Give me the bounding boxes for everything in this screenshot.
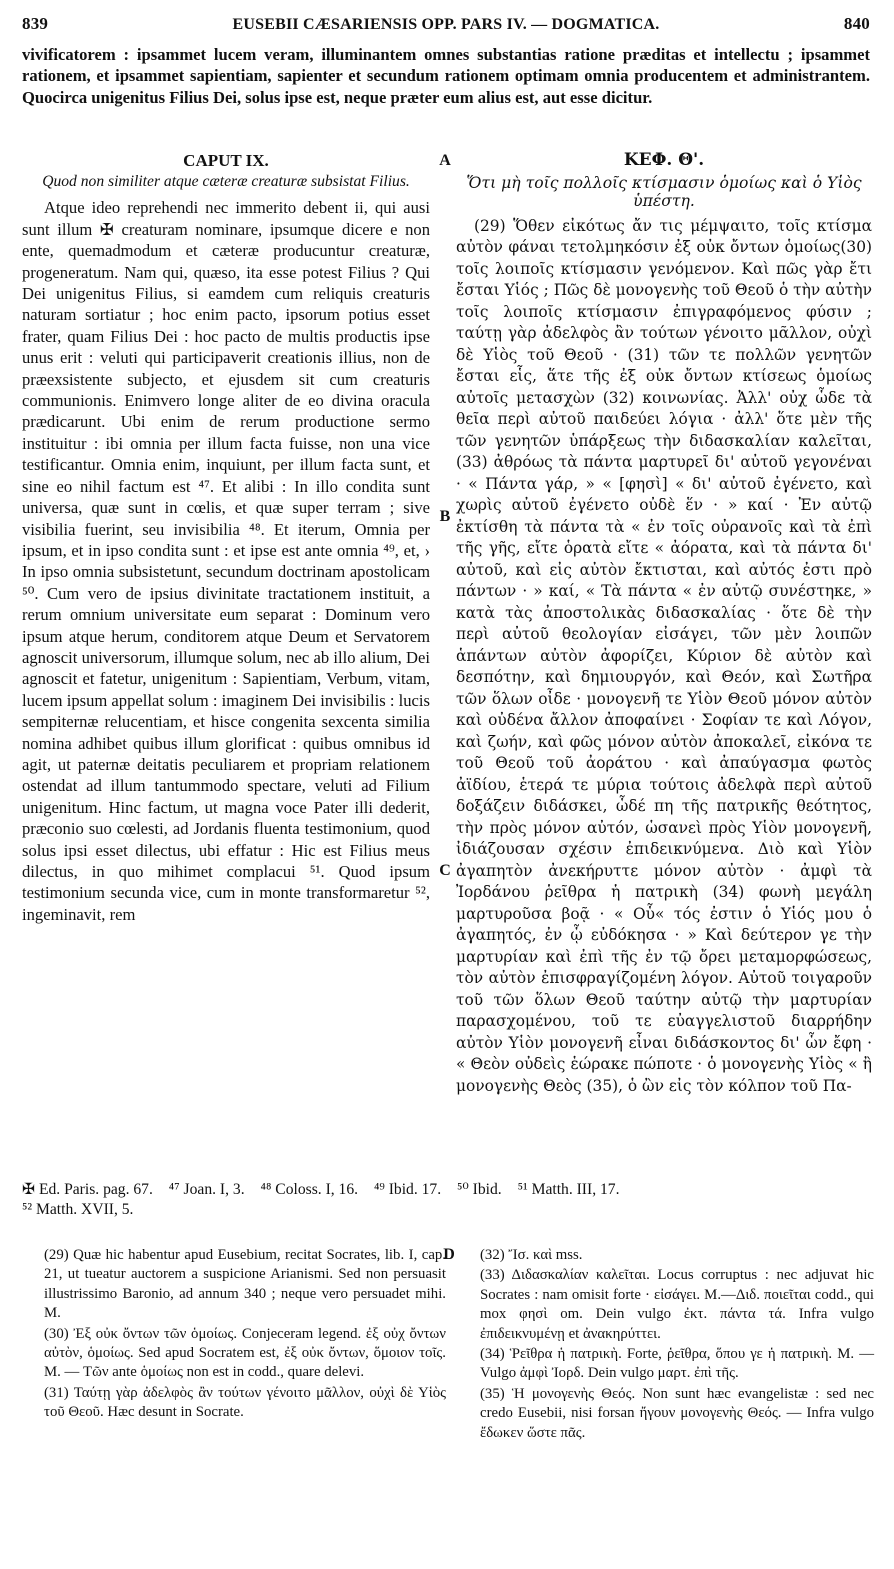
footnote-item: ⁵¹ Matth. III, 17. bbox=[517, 1181, 620, 1198]
footnote-item: ⁴⁹ Ibid. 17. bbox=[373, 1181, 442, 1198]
note-item: (34) Ῥεῖθρα ἡ πατρικὴ. Forte, ῥεῖθρα, ὅπου γε ἡ πατρικὴ. M. — Vulgo ἀμφὶ Ἰορδ. Dein vulgo μαρτ. ἐπὶ τῆς. bbox=[480, 1346, 874, 1382]
scripture-footnotes bbox=[22, 1180, 870, 1220]
critical-notes-left bbox=[44, 1246, 446, 1424]
note-item: (32) Ἴσ. καὶ mss. bbox=[480, 1247, 583, 1263]
footnote-item: ✠ Ed. Paris. pag. 67. bbox=[22, 1181, 153, 1198]
margin-marker-c: C bbox=[439, 862, 451, 879]
note-item: (33) Διδασκαλίαν καλεῖται. Locus corruptus : nec adjuvat hic Socrates : nam omisit forte · εἰσάγει. M.—Διδ. ποιεῖται codd., qui mox φησὶ om. Dein vulgo ἐκτ. πάντα τά. Infra vulgo ἐπιδεικνυμένῃ et ἀνακηρύττει. bbox=[480, 1267, 874, 1342]
greek-chapter-heading: ΚΕΦ. Θ'. bbox=[623, 150, 705, 170]
note-item: (30) Ἐξ οὐκ ὄντων τῶν ὁμοίως. Conjeceram legend. ἐξ οὐχ ὄντων αὐτὸν, ὁμοίως. Sed apud Socratem est, ἐξ οὐκ ὄντων, ὅμοιον τοῖς. M. — Τῶν ante ὁμοίως non est in codd., quare delevi. bbox=[44, 1325, 446, 1381]
margin-marker-a: A bbox=[439, 152, 451, 169]
running-head bbox=[22, 14, 870, 40]
intro-paragraph: vivificatorem : ipsammet lucem veram, illuminantem omnes substantias ratione præditas et intellectu ; ipsammet rationem, et ipsammet sapientiam, sapienter et secundum rationem optimam omnia producentem et administrantem. Quocirca unigenitus Filius Dei, solus ipse est, neque præter eum alius est, aut esse dicitur. bbox=[22, 45, 870, 107]
footnote-item: ⁵² Matth. XVII, 5. bbox=[22, 1201, 134, 1218]
margin-marker-b: B bbox=[439, 508, 451, 525]
running-title: EUSEBII CÆSARIENSIS OPP. PARS IV. — DOGMATICA. bbox=[232, 16, 660, 33]
latin-body-text: Atque ideo reprehendi nec immerito debent ii, qui ausi sunt illum ✠ creaturam nominare, ipsumque dicere e non ente, quemadmodum et cæteræ producuntur creaturæ, progeneratum. Nam qui, quæso, ita esse potest Filius ? Qui Dei unigenitus Filius, si eamdem cum reliquis creaturis naturam sortiatur ; hoc enim pacto, ipsorum potius esset frater, quam Filius Dei : hoc pacto de multis productis ipse unus erit : veluti qui participaverit creationis illius, non de præexsistente subjecto, et ejusdem sit cum creaturis communionis. Enimvero longe aliter de eo divina oracula prædicarunt. Ubi enim de rerum productione sermo instituitur : ibi omnia per illum facta fuisse, non una vice testificantur. Omnia enim, inquiunt, per illum facta sunt, et sine eo nihil factum est ⁴⁷. Et alibi : In illo condita sunt universa, quæ sunt in cœlis, et quæ super terram ; sive visibilia fuerint, seu invisibilia ⁴⁸. Et iterum, Omnia per ipsum, et in ipso condita sunt : et ipse est ante omnia ⁴⁹, et, › In ipso omnia subsistetunt, secundum doctrinam apostolicam ⁵⁰. Cum vero de ipsius divinitate tractationem instituit, a rerum omnium universitate eum separat : Dominum vero ipsum atque herum, conditorem atque Deum et Servatorem agnoscit universorum, illumque solum, nec ab illo alium, Dei agnoscit et fatetur, unigenitum : Sapientiam, Verbum, vitam, lucem ipsum appellat solum : imaginem Dei invisibilis : lucis sempiternæ relucentiam, et hisce congenita sexcenta similia nomina adhibet quibus illum glorificat : quibus omnibus id agit, ut paternæ deitatis peculiarem et propriam relationem ostendat ad illum tantummodo spectare, veluti ad Filium unigenitum. Hinc factum, ut magna voce Pater illi dederit, præconio suo cœlesti, ad Jordanis fluenta testimonium, quod solus ipsi esset dilectus, ubi effatur : Hic est Filius meus dilectus, in quo mihimet complacui ⁵¹. Quod ipsum testimonium secunda vice, cum in monte transformaretur ⁵², ingeminavit, rem bbox=[22, 198, 430, 924]
footnote-item: ⁵⁰ Ibid. bbox=[457, 1181, 502, 1198]
note-item: (31) Ταύτῃ γὰρ ἀδελφὸς ἂν τούτων γένοιτο μᾶλλον, οὐχὶ δὲ Υἱὸς τοῦ Θεοῦ. Hæc desunt in Socrate. bbox=[44, 1384, 446, 1421]
margin-marker-d: D bbox=[443, 1246, 455, 1263]
note-item: (29) Quæ hic habentur apud Eusebium, recitat Socrates, lib. I, cap. 21, ut tueatur auctorem a suspicione Arianismi. Sed non persuasit illustrissimo Baronio, ad annum 340 ; neque vero persuadet mihi. M. bbox=[44, 1247, 446, 1322]
page-number-left: 839 bbox=[22, 14, 49, 33]
critical-notes-right bbox=[480, 1246, 874, 1444]
footnote-item: ⁴⁷ Joan. I, 3. bbox=[168, 1181, 245, 1198]
latin-chapter-heading: CAPUT IX. bbox=[183, 151, 269, 170]
latin-column bbox=[22, 150, 430, 925]
footnote-item: ⁴⁸ Coloss. I, 16. bbox=[260, 1181, 359, 1198]
note-item: (35) Ἡ μονογενὴς Θεός. Non sunt hæc evangelistæ : sed nec credo Eusebii, nisi forsan ἤγουν μονογενὴς Θεός. — Infra vulgo ἔδωκεν ὥστε πᾶς. bbox=[480, 1385, 874, 1441]
page-number-right: 840 bbox=[843, 14, 870, 33]
greek-body-text: (29) Ὅθεν εἰκότως ἄν τις μέμψαιτο, τοῖς κτίσμα αὐτὸν φάναι τετολμηκόσιν ἐξ οὐκ ὄντων ὁμοίως(30) τοῖς λοιποῖς κτίσμασιν γενόμενον. Καὶ πῶς γὰρ ἔτι ἔσται Υἱός ; Πῶς δὲ μονογενὴς τοῦ Θεοῦ ὁ τὴν αὐτὴν τοῖς λοιποῖς κτίσμασιν ἐπιγραφόμενος φύσιν ; ταύτῃ γὰρ ἀδελφὸς ἂν τούτων γένοιτο μᾶλλον, οὐχὶ δὲ Υἱὸς τοῦ Θεοῦ · (31) τῶν τε πολλῶν γενητῶν ἔσται εἷς, ἅτε τῆς ἐξ οὐκ ὄντων κτίσεως ὁμοίως αὐτοῖς μετασχὼν (32) κοινωνίας. Ἀλλ' οὐχ ὧδε τὰ θεῖα περὶ αὐτοῦ παιδεύει λόγια · ἀλλ' ὅτε μὲν τῆς τῶν γενητῶν ὑπάρξεως τὴν διδασκαλίαν καλεῖται, (33) ἀθρόως τὰ πάντα μαρτυρεῖ δι' αὐτοῦ γεγονέναι · « Πάντα γάρ, » « [φησὶ] « δι' αὐτοῦ ἐγένετο, καὶ χωρὶς αὐτοῦ ἐγένετο οὐδὲ ἕν · » καί · Ἐν αὐτῷ ἐκτίσθη τὰ πάντα τὰ « ἐν τοῖς οὐρανοῖς καὶ τὰ ἐπὶ τῆς γῆς, εἴτε ὁρατὰ εἴτε « ἀόρατα, καὶ τὰ πάντα δι' αὐτοῦ, καὶ εἰς αὐτὸν ἔκτισται, καὶ αὐτός ἐστι πρὸ πάντων · » καί, « Τὰ πάντα « ἐν αὐτῷ συνέστηκε, » κατὰ τὰς ἀποστολικὰς διδασκαλίας · ὅτε δὲ τὴν περὶ αὐτοῦ θεολογίαν εἰσάγει, τῶν μὲν λοιπῶν ἁπάντων αὐτὸν ἀφορίζει, Κύριον δὲ αὐτὸν καὶ δεσπότην, καὶ δημιουργόν, καὶ Θεόν, καὶ Σωτῆρα τῶν ὅλων οἶδε · μονογενῆ τε Υἱὸν Θεοῦ μόνον αὐτὸν καὶ οὐδένα ἄλλον ἀποφαίνει · Σοφίαν τε καὶ Λόγον, καὶ ζωήν, καὶ φῶς μόνον αὐτὸν ἀποκαλεῖ, εἰκόνα τε τοῦ Θεοῦ τοῦ ἀοράτου · καὶ ἀπαύγασμα φωτὸς ἀϊδίου, ἑτερά τε μύρια τούτοις ἀδελφὰ περὶ αὐτοῦ δοξάζειν διδάσκει, ὧδέ πη τῆς πατρικῆς θεότητος, τὴν πρὸς μόνον αὐτόν, ὡσανεὶ πρὸς Υἱὸν μονογενῆ, ἰδιάζουσαν σχέσιν ἐπιδεικνύμενα. Διὸ καὶ Υἱὸν ἀγαπητὸν ἀνεκήρυττε μόνον αὐτὸν · ἀμφὶ τὰ Ἰορδάνου ῥεῖθρα ἡ πατρικὴ (34) φωνὴ μεγάλη μαρτυροῦσα βοᾷ · « Οὗ« τός ἐστιν ὁ Υἱός μου ὁ ἀγαπητός, ἐν ᾧ εὐδόκησα · » Καὶ δεύτερον γε τὴν μαρτυρίαν καὶ ἐπὶ τῆς ἐν τῷ ὄρει μεταμορφώσεως, τὸν αὐτὸν ἐπισφραγίζομένη λόγον. Αὐτοῦ τοιγαροῦν τοῦ τῶν ὅλων Θεοῦ ταύτην αὐτῷ τὴν μαρτυρίαν παρασχομένου, τοῦ τε εὐαγγελιστοῦ διαρρήδην αὐτὸν Υἱὸν μονογενῆ εἶναι διδάσκοντος δι' ὧν ἔφη · « Θεὸν οὐδεὶς ἑώρακε πώποτε · ὁ μονογενὴς Υἱὸς « ἢ μονογενὴς Θεὸς (35), ὁ ὢν εἰς τὸν κόλπον τοῦ Πα- bbox=[456, 216, 872, 1095]
greek-chapter-subtitle: Ὅτι μὴ τοῖς πολλοῖς κτίσμασιν ὁμοίως καὶ ὁ Υἱὸς ὑπέστη. bbox=[466, 173, 862, 210]
greek-column bbox=[456, 150, 872, 1097]
latin-chapter-subtitle: Quod non similiter atque cæteræ creaturæ subsistat Filius. bbox=[42, 173, 410, 191]
